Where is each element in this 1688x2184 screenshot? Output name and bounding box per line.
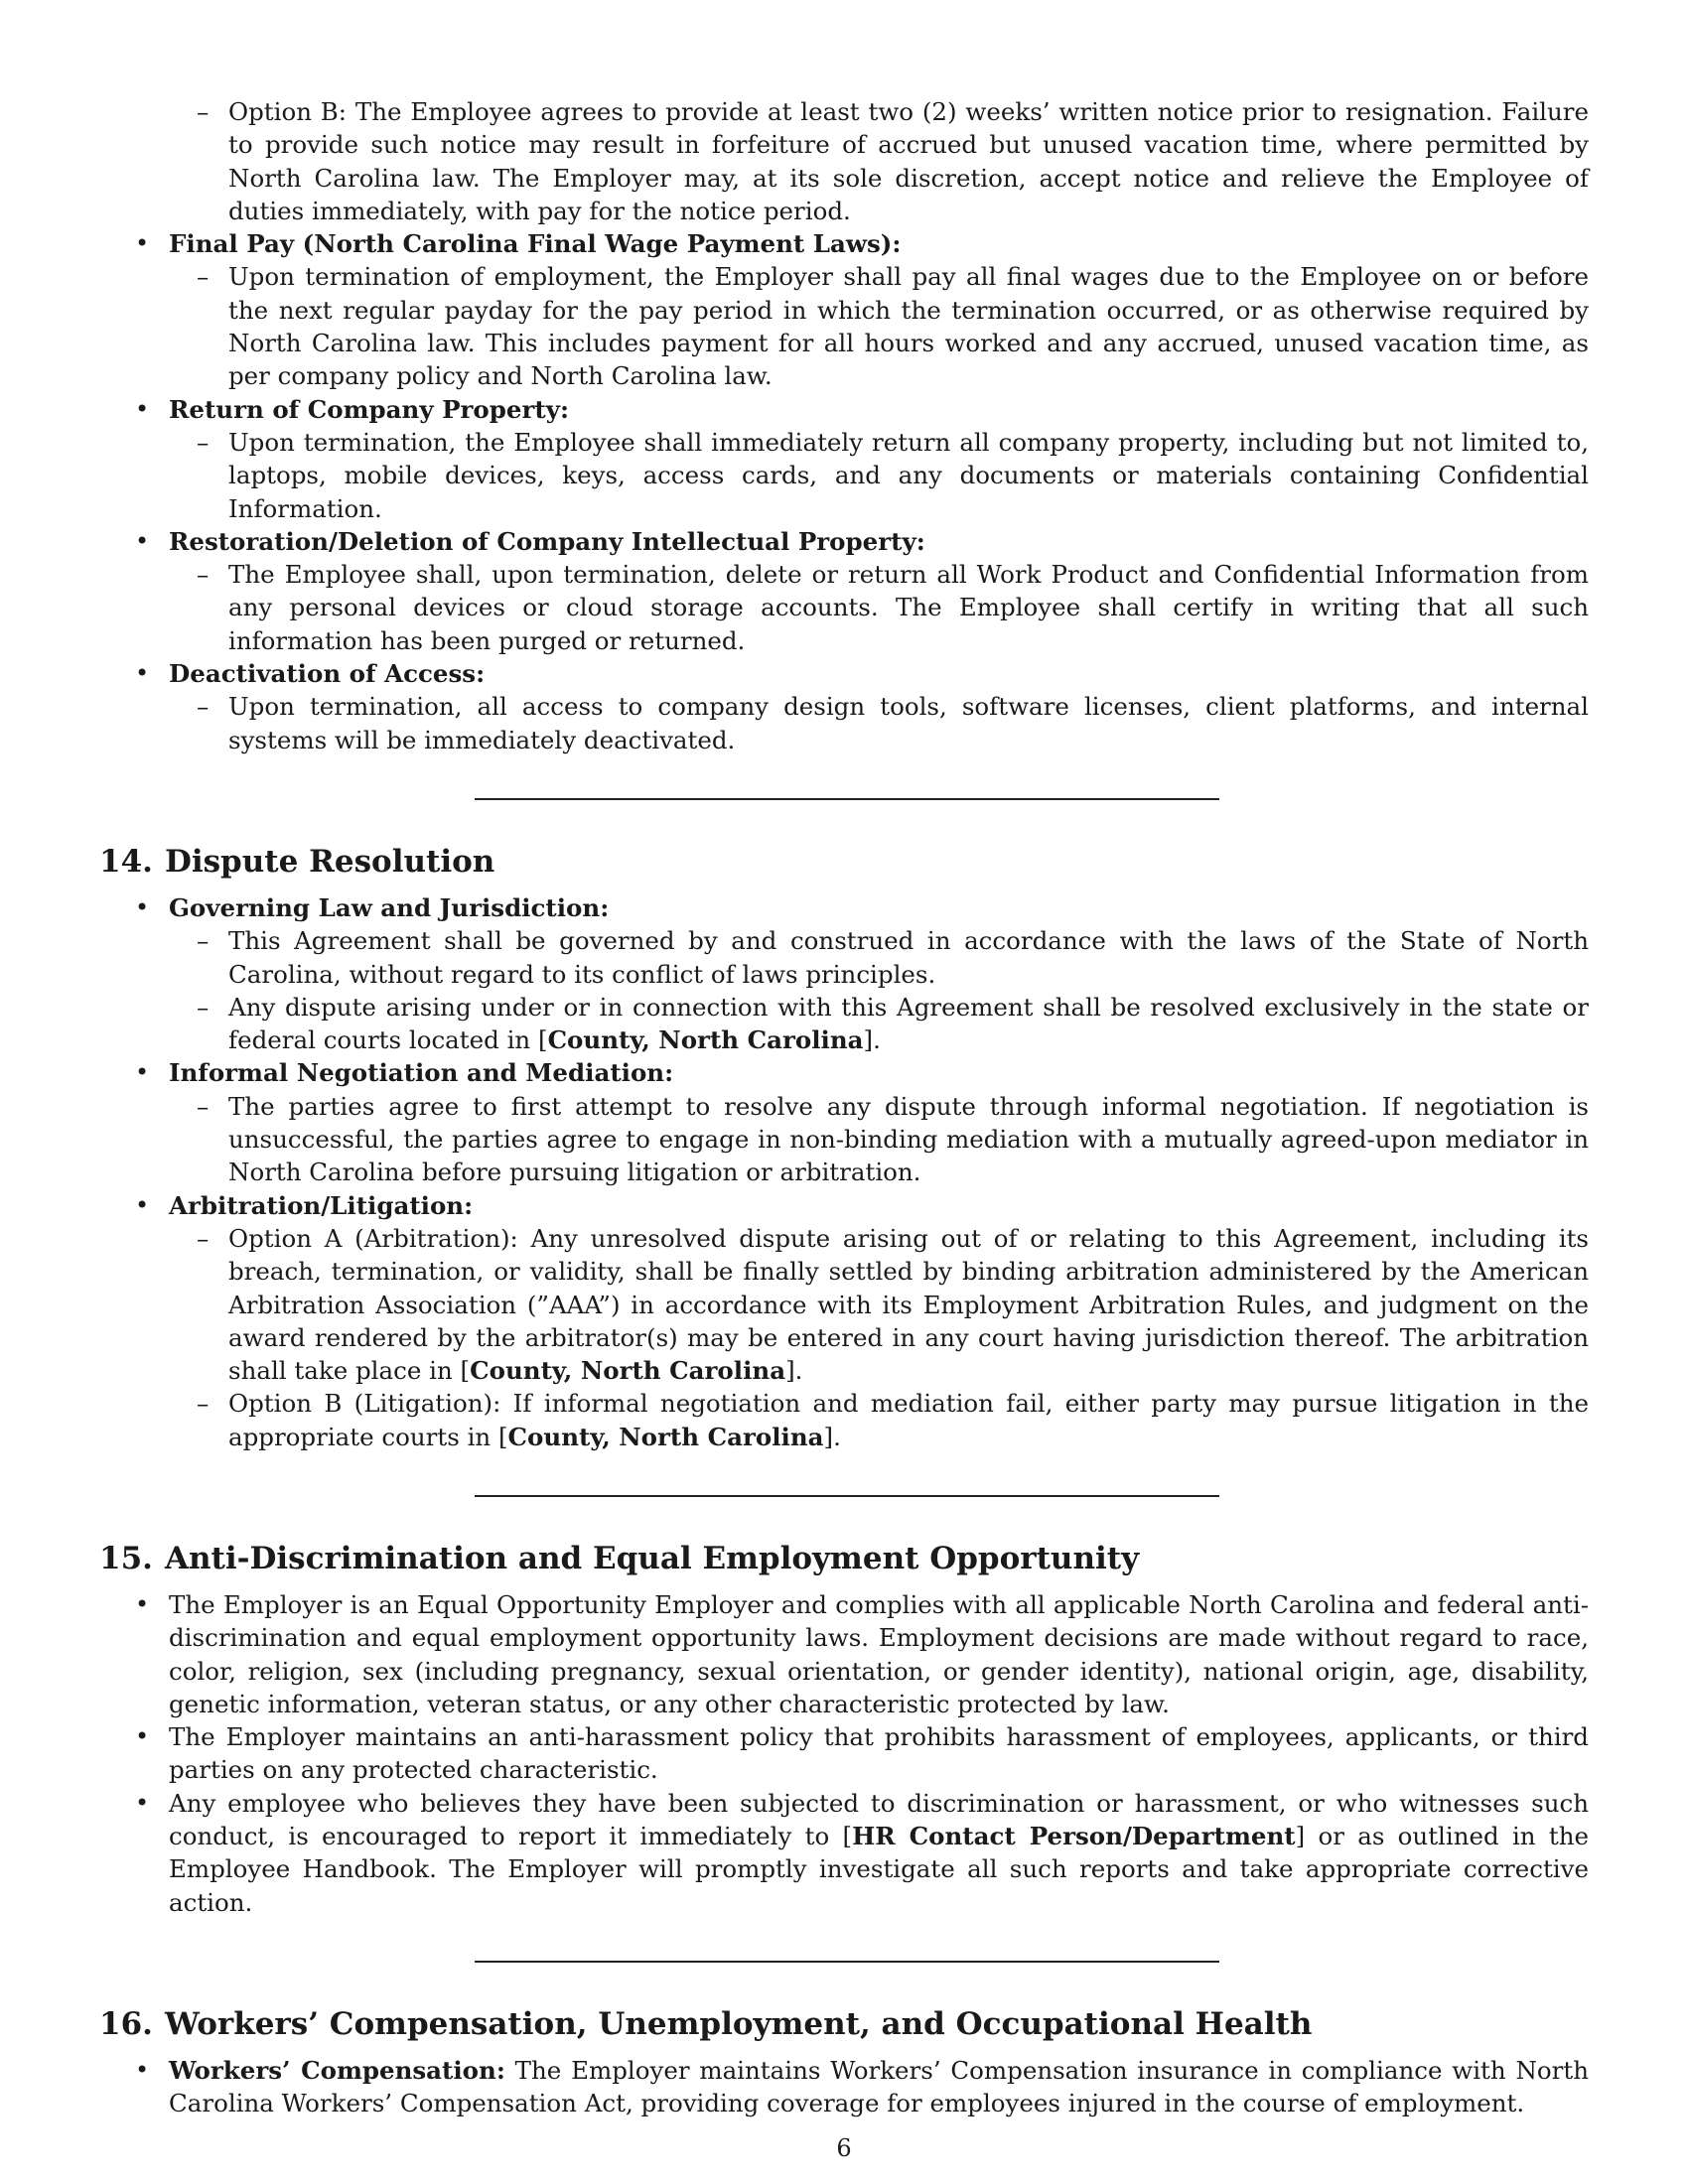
reporting-statement: • Any employee who believes they have been subjected to discrimination or harassment, or who witnesses such conduct, is encouraged to report it immediately to [HR Contact Person/Department] or as outlined in the Employee Handbook. The Employer will promptly investigate all such reports and take appropriate corrective action. [99,1787,1589,1919]
mediation-label: Informal Negotiation and Mediation: [169,1058,674,1088]
governing-law-text: – This Agreement shall be governed by and construed in accordance with the laws of the State of North Carolina, without regard to its conflict of laws principles. [169,924,1589,991]
workers-comp-label: Workers’ Compensation: [169,2055,505,2085]
dispute-list [99,891,1589,1453]
section-divider [475,798,1219,800]
section-16-title: 16. Workers’ Compensation, Unemployment, and Occupational Health [99,2005,1313,2042]
termination-list [99,95,1589,756]
anti-harassment-statement: • The Employer maintains an anti-harassment policy that prohibits harassment of employees, applicants, or third parties on any protected characteristic. [99,1720,1589,1787]
county-placeholder: County, North Carolina [470,1356,786,1386]
final-pay-label: Final Pay (North Carolina Final Wage Payment Laws): [169,229,902,259]
final-pay-item [99,227,1589,392]
deactivation-text: – Upon termination, all access to company design tools, software licenses, client platforms, and internal systems will be immediately deactivated. [169,690,1589,756]
county-placeholder: County, North Carolina [547,1025,864,1055]
eeo-list [99,1588,1589,1919]
notice-continuation [99,95,1589,227]
mediation-text: – The parties agree to first attempt to resolve any dispute through informal negotiation. If negotiation is unsuccessful, the parties agree to engage in non-binding mediation with a mutually agreed-upon mediator in North Carolina before pursuing litigation or arbitration. [169,1090,1589,1189]
deactivation-item [99,657,1589,756]
governing-law-label: Governing Law and Jurisdiction: [169,892,610,922]
document-page [99,95,1589,2120]
section-15-title: 15. Anti-Discrimination and Equal Employment Opportunity [99,1540,1140,1576]
restoration-label: Restoration/Deletion of Company Intellectual Property: [169,526,925,556]
return-property-label: Return of Company Property: [169,394,569,424]
section-divider [475,1495,1219,1497]
jurisdiction-text: – Any dispute arising under or in connection with this Agreement shall be resolved exclusively in the state or federal courts located in [County, North Carolina]. [169,991,1589,1057]
mediation-item [99,1056,1589,1188]
section-14-title: 14. Dispute Resolution [99,843,495,880]
arbitration-label: Arbitration/Litigation: [169,1190,474,1220]
return-property-item [99,393,1589,525]
arbitration-item [99,1189,1589,1453]
restoration-item [99,525,1589,657]
governing-law-item [99,891,1589,1056]
restoration-text: – The Employee shall, upon termination, delete or return all Work Product and Confidential Information from any personal devices or cloud storage accounts. The Employee shall certify in writing that all such information has been purged or returned. [169,558,1589,657]
return-property-text: – Upon termination, the Employee shall immediately return all company property, including but not limited to, laptops, mobile devices, keys, access cards, and any documents or materials containing Confidential Information. [169,426,1589,525]
hr-contact-placeholder: HR Contact Person/Department [852,1822,1296,1851]
page-number: 6 [836,2134,852,2162]
eeo-statement: • The Employer is an Equal Opportunity Employer and complies with all applicable North Carolina and federal anti-discrimination and equal employment opportunity laws. Employment decisions are made without regard to race, color, religion, sex (including pregnancy, sexual orientation, or gender identity), national origin, age, disability, genetic information, veteran status, or any other characteristic protected by law. [99,1588,1589,1720]
arbitration-option-a: – Option A (Arbitration): Any unresolved dispute arising out of or relating to this Agreement, including its breach, termination, or validity, shall be finally settled by binding arbitration administered by the American Arbitration Association (”AAA”) in accordance with its Employment Arbitration Rules, and judgment on the award rendered by the arbitrator(s) may be entered in any court having jurisdiction thereof. The arbitration shall take place in [County, North Carolina]. [169,1222,1589,1387]
notice-options [169,95,1589,227]
section-divider [475,1961,1219,1963]
workers-comp-item: • Workers’ Compensation: The Employer maintains Workers’ Compensation insurance in compliance with North Carolina Workers’ Compensation Act, providing coverage for employees injured in the course of employment. [99,2054,1589,2120]
final-pay-text: – Upon termination of employment, the Employer shall pay all final wages due to the Employee on or before the next regular payday for the pay period in which the termination occurred, or as otherwise required by North Carolina law. This includes payment for all hours worked and any accrued, unused vacation time, as per company policy and North Carolina law. [169,260,1589,392]
county-placeholder: County, North Carolina [507,1422,824,1451]
litigation-option-b: – Option B (Litigation): If informal negotiation and mediation fail, either party may pursue litigation in the appropriate courts in [County, North Carolina]. [169,1387,1589,1453]
deactivation-label: Deactivation of Access: [169,659,486,689]
workers-comp-list [99,2054,1589,2120]
notice-option-b: – Option B: The Employee agrees to provide at least two (2) weeks’ written notice prior to resignation. Failure to provide such notice may result in forfeiture of accrued but unused vacation time, where permitted by North Carolina law. The Employer may, at its sole discretion, accept notice and relieve the Employee of duties immediately, with pay for the notice period. [169,95,1589,227]
